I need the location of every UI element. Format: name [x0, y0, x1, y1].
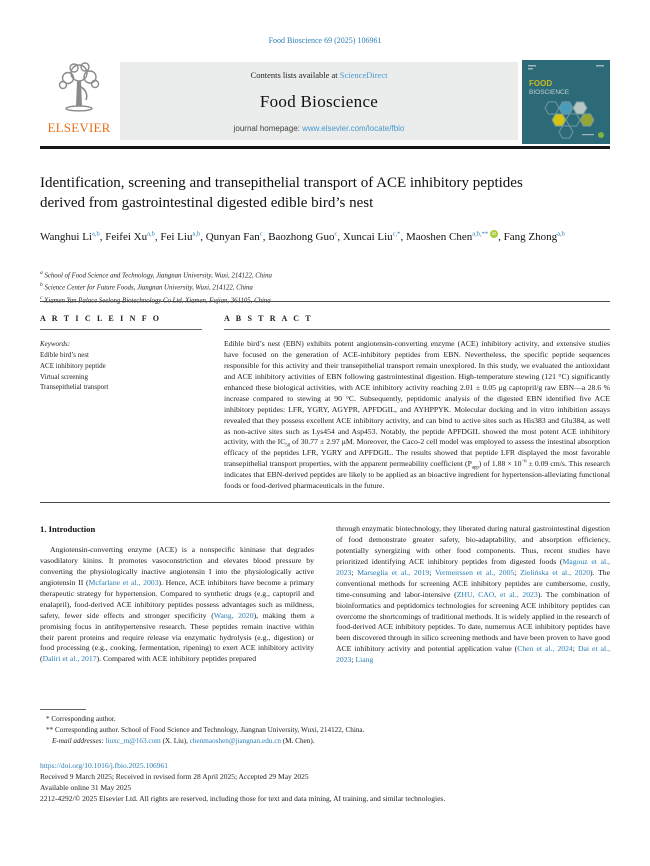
journal-title: Food Bioscience	[259, 92, 379, 111]
inline-link[interactable]: Liang	[355, 655, 374, 665]
text-segment: app	[471, 465, 479, 471]
text-segment: through enzymatic biotechnology, they liberated during natural gastrointestinal digestion of food demonstrate greater safety, bio-adaptability, and absorption efficiency, potentially synergizing with other food components. Thus, recent studies have prioritized identifying ACE inhibitory peptides from digested foods (	[336, 524, 610, 566]
keywords-list	[40, 350, 202, 393]
contents-prefix: Contents lists available at	[250, 70, 340, 80]
text-segment: ;	[429, 567, 435, 577]
text-segment: −6	[521, 459, 527, 465]
intro-paragraph-left	[40, 545, 314, 665]
introduction-section	[40, 524, 610, 666]
footnote-divider	[40, 709, 86, 710]
abstract-heading: A B S T R A C T	[224, 314, 313, 323]
author-list: Wanghui Li$^{a,b}$, Feifei Xu$^{a,b}$, Fei Liu$^{a,b}$, Qunyan Fan$^c$, Baozhong Guo$^c$, Xuncai Liu$^{c,*}$, Maoshen Chen$^{a,b,**}$ iD , Fang Zhong$^{a,b}$	[40, 230, 565, 243]
contents-list-line	[120, 70, 518, 80]
keyword-item: Transepithelial transport	[40, 383, 109, 392]
journal-masthead	[40, 60, 610, 146]
text-segment: ). The conventional methods for screening ACE inhibitory peptides are cumbersome, costly, time-consuming and labor-intensive (	[336, 567, 611, 599]
author-affiliation-sup: a,b	[192, 230, 201, 238]
cover-elsevier-mark	[598, 132, 604, 138]
author-affiliation-sup: a,b,**	[472, 230, 489, 238]
article-title: Identification, screening and transepithelial transport of ACE inhibitory peptides derived from gastrointestinal digested edible bird’s nest	[40, 175, 523, 211]
journal-cover-thumbnail	[522, 60, 610, 144]
homepage-prefix: journal homepage:	[233, 124, 303, 133]
author-name: Fei Liu	[160, 231, 193, 243]
footnote-corresponding-2: ** Corresponding author. School of Food Science and Technology, Jiangnan University, Wuxi, 214122, China.	[46, 725, 365, 734]
inline-link[interactable]: Chen et al., 2024	[517, 644, 573, 654]
inline-link[interactable]: Dai et al., 2023	[336, 644, 610, 665]
text-segment: ). Compared with ACE inhibitory peptides prepared	[96, 654, 257, 664]
author-affiliation-sup: c	[259, 230, 263, 238]
inline-link[interactable]: Magouz et al., 2023	[336, 556, 610, 577]
keyword-item: Edible bird’s nest	[40, 350, 89, 359]
affiliation-line: $^a$ School of Food Science and Technology, Jiangnan University, Wuxi, 214122, China	[40, 270, 272, 280]
elsevier-wordmark: ELSEVIER	[47, 120, 111, 135]
text-segment: ). Hence, ACE inhibitors have become a primary therapeutic strategy for hypertension. Compared to synthetic drugs (e.g., captopril and enalapril), food-derived ACE inhibitory peptides possess advantages such as mildness, safety, fewer side effects and stronger specificity (	[40, 577, 314, 620]
text-segment: ;	[351, 567, 358, 577]
masthead-divider-bar	[40, 146, 610, 149]
footnote-corresponding-1: * Corresponding author.	[46, 715, 116, 723]
text-segment: ± 0.09 cm/s. This research indicates that EBN-derived peptides are likely to be applied as an bioactive ingredient for hypertension-alleviating functional foods or food-derived pharmaceuticals in the future.	[224, 459, 610, 491]
intro-paragraph-right	[336, 524, 610, 666]
abstract-text	[224, 339, 610, 492]
intro-right-column	[336, 524, 610, 666]
footnote-emails	[40, 736, 610, 747]
affiliation-line: $^b$ Science Center for Future Foods, Jiangnan University, Wuxi, 214122, China	[40, 282, 253, 292]
author-affiliation-sup: a,b	[91, 230, 100, 238]
article-footer	[40, 760, 610, 804]
article-info-column	[40, 314, 202, 492]
text-segment: ) of 1.88 × 10	[478, 459, 522, 469]
author-name: Baozhong Guo	[268, 231, 335, 243]
text-segment: (M. Chen).	[280, 736, 315, 745]
text-segment: ;	[572, 644, 578, 654]
text-segment: ). The combination of bioinformatics and peptidomics technologies for screening ACE inhibitory peptides can overcome the shortcomings of traditional methods. It is widely applied in the research of food-derived ACE inhibitory peptides. To date, numerous ACE inhibitory peptides have been discovered through in silico screening methods and have been proven to have good ACE inhibitory activity and potential application value (	[336, 589, 610, 654]
author-name: Fang Zhong	[503, 231, 558, 243]
keywords-block	[40, 339, 202, 393]
author-name: Feifei Xu	[105, 231, 148, 243]
text-segment: 50	[285, 443, 291, 449]
keyword-item: Virtual screening	[40, 372, 88, 381]
text-segment: (X. Liu),	[160, 736, 190, 745]
author-affiliation-sup: c,*	[392, 230, 401, 238]
author-name: Maoshen Chen	[405, 231, 473, 243]
author-affiliation-sup: c	[334, 230, 338, 238]
keyword-item: ACE inhibitory peptide	[40, 361, 106, 370]
inline-link[interactable]: Daliri et al., 2017	[42, 654, 97, 664]
text-segment: ;	[514, 567, 521, 577]
footnotes-block	[40, 709, 610, 746]
copyright-line: 2212-4292/© 2025 Elsevier Ltd. All rights are reserved, including those for text and data mining, AI training, and similar technologies.	[40, 794, 446, 804]
keywords-label: Keywords:	[40, 340, 71, 348]
introduction-heading: 1. Introduction	[40, 524, 96, 534]
received-dates-line: Received 9 March 2025; Received in revised form 28 April 2025; Accepted 29 May 2025	[40, 772, 309, 782]
section-divider-mid	[40, 502, 610, 503]
inline-link[interactable]: Mcfarlane et al., 2003	[88, 577, 159, 587]
elsevier-logo	[40, 62, 118, 136]
text-segment: ), making them a promising focus in antihypertensive research. These peptides remain inactive within their parent proteins and require release via enzymatic hydrolysis (e.g., digestion) or food processing (e.g., cooking, fermentation, ripening) to exert ACE inhibitory activity (	[40, 610, 315, 664]
abstract-column	[224, 314, 610, 492]
journal-header-box	[120, 62, 518, 140]
text-segment: Angiotensin-converting enzyme (ACE) is a nonspecific kininase that degrades vasodilatory kinins. It promotes vasoconstriction and elevates blood pressure by converting the physiologically inactive angiotensin I into the physiologically active angiotensin II (	[40, 545, 314, 587]
inline-link[interactable]: Wang, 2020	[213, 610, 254, 620]
inline-link[interactable]: liuxc_m@163.com	[105, 736, 161, 745]
section-divider-top	[40, 301, 610, 302]
text-segment: E-mail addresses:	[52, 736, 106, 745]
journal-citation-header: Food Bioscience 69 (2025) 106961	[268, 36, 382, 45]
inline-link[interactable]: chenmaoshen@jiangnan.edu.cn	[189, 736, 281, 745]
journal-homepage-line	[120, 124, 518, 133]
author-affiliation-sup: a,b	[557, 230, 565, 238]
article-info-abstract-grid	[40, 314, 610, 492]
doi-link[interactable]: https://doi.org/10.1016/j.fbio.2025.106961	[40, 761, 168, 770]
inline-link[interactable]: Zielińska et al., 2020	[520, 567, 591, 577]
inline-link[interactable]: Marseglia et al., 2019	[357, 567, 430, 577]
journal-homepage-link[interactable]: www.elsevier.com/locate/fbio	[302, 124, 405, 133]
article-info-heading: A R T I C L E I N F O	[40, 314, 162, 323]
author-name: Xuncai Liu	[342, 231, 393, 243]
author-name: Qunyan Fan	[205, 231, 260, 243]
available-online-line: Available online 31 May 2025	[40, 783, 132, 793]
cover-title-food: FOOD	[529, 79, 553, 88]
text-segment: of 30.77 ± 2.97 μM. Moreover, the Caco-2 cell model was employed to assess the intestinal absorption efficacy of the peptides LFR, YGRY and APFDGIL. The results showed that peptide LFR displayed the most favorable transepithelial transport properties, with the apparent permeability coefficient (P	[224, 437, 610, 469]
elsevier-tree-icon	[48, 101, 110, 118]
intro-left-column	[40, 524, 314, 666]
abstract-rule	[224, 329, 610, 330]
text-segment: Edible bird’s nest (EBN) exhibits potent angiotensin-converting enzyme (ACE) inhibitory activity, and extensive studies have focused on the generation of ACE-inhibitory peptides from EBN. Nevertheless, the specific peptide sequences responsible for this activity and their transepithelial transport remain unexplored. In this study, we evaluated the antioxidant and ACE inhibitory activities of EBN following gastrointestinal digestion. High-temperature stewing (121 °C) significantly enhanced these biological activities, with ACE inhibitory activity reaching 2.01 ± 0.05 μg captopril/g raw EBN—a 28.6 % increase compared to stewing at 90 °C. Subsequently, peptidomic analysis of the digested EBN identified five ACE inhibitory peptides: LFR, YGRY, AGYPR, APFDGIL, and AYHPPYK. Molecular docking and in vitro inhibition assays revealed that they possess excellent ACE inhibitory activity, and can bind to active sites such as His383 and Glu384, as well as non-active sites such as Lys454 and Asp453. Notably, the peptide APFDGIL showed the most potent ACE inhibitory activity, with the IC	[224, 339, 610, 447]
affiliation-line: $^c$ Xiamen Yan Palace Seelong Biotechnology Co Ltd, Xiamen, Fujian, 361105, China	[40, 294, 271, 305]
orcid-icon[interactable]: iD	[492, 231, 497, 237]
author-name: Wanghui Li	[40, 231, 92, 243]
inline-link[interactable]: Vermeirssen et al., 2005	[434, 567, 515, 577]
cover-title-bioscience: BIOSCIENCE	[529, 89, 570, 96]
author-affiliation-sup: a,b	[147, 230, 155, 238]
text-segment: ;	[351, 655, 356, 665]
article-info-rule	[40, 329, 202, 330]
sciencedirect-link[interactable]: ScienceDirect	[339, 70, 388, 80]
inline-link[interactable]: ZHU, CAO, et al., 2023	[456, 589, 538, 599]
